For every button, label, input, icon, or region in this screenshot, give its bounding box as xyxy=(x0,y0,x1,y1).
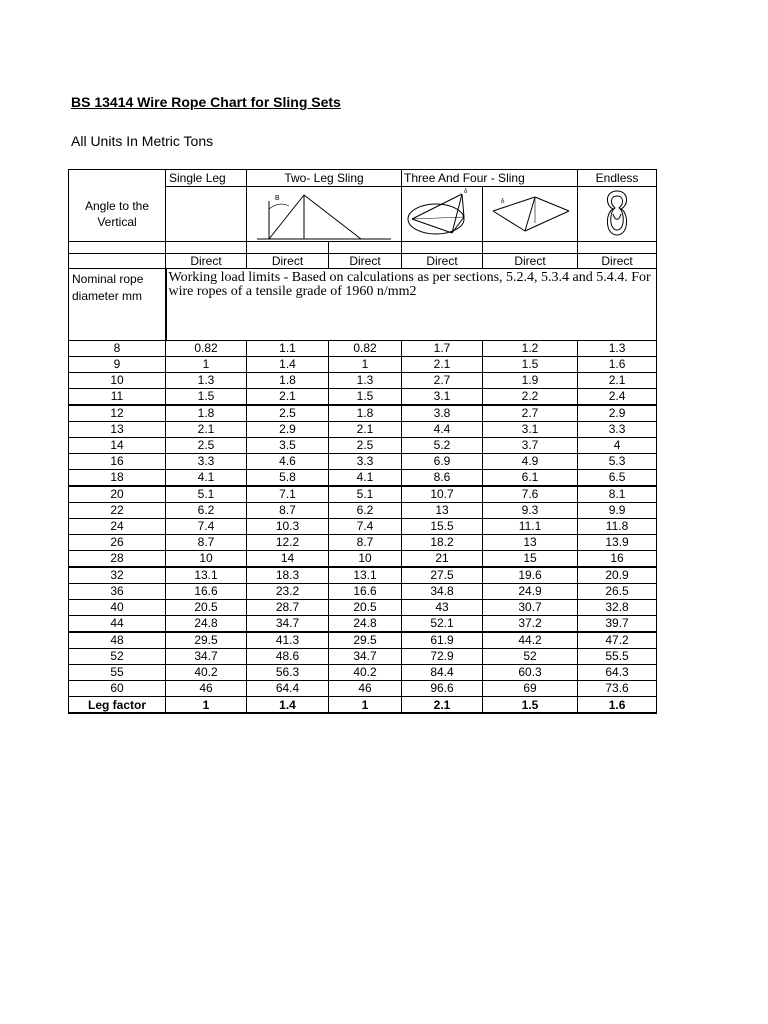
wll-value-cell: 69 xyxy=(483,681,578,697)
wll-value-cell: 10.7 xyxy=(402,486,483,503)
rope-diameter-cell: 20 xyxy=(69,486,166,503)
wll-value-cell: 6.1 xyxy=(483,470,578,487)
angle-label: Angle to the Vertical xyxy=(69,187,166,242)
wll-value-cell: 24.8 xyxy=(329,616,402,633)
wll-value-cell: 20.9 xyxy=(578,567,657,584)
wll-value-cell: 19.6 xyxy=(483,567,578,584)
table-row xyxy=(69,665,657,681)
header-two-leg: Two- Leg Sling xyxy=(247,170,402,187)
direct-label: Direct xyxy=(329,254,402,269)
wll-value-cell: 2.1 xyxy=(247,389,329,406)
wll-value-cell: 8.7 xyxy=(166,535,247,551)
wll-value-cell: 16.6 xyxy=(166,584,247,600)
wll-value-cell: 2.2 xyxy=(483,389,578,406)
three-leg-diagram-cell xyxy=(402,187,483,242)
wll-value-cell: 12.2 xyxy=(247,535,329,551)
table-row xyxy=(69,470,657,487)
table-row xyxy=(69,389,657,406)
wll-value-cell: 24.9 xyxy=(483,584,578,600)
table-row xyxy=(69,616,657,633)
wll-value-cell: 18.3 xyxy=(247,567,329,584)
wll-value-cell: 34.7 xyxy=(166,649,247,665)
wll-value-cell: 3.5 xyxy=(247,438,329,454)
direct-label: Direct xyxy=(166,254,247,269)
leg-factor-value: 1.5 xyxy=(483,697,578,714)
direct-blank-cell xyxy=(69,254,166,269)
wll-value-cell: 15.5 xyxy=(402,519,483,535)
wll-value-cell: 13 xyxy=(402,503,483,519)
header-spacer xyxy=(69,242,657,254)
wll-value-cell: 16 xyxy=(578,551,657,568)
wll-value-cell: 4.1 xyxy=(166,470,247,487)
wll-value-cell: 3.1 xyxy=(483,422,578,438)
single-leg-diagram-cell xyxy=(166,187,247,242)
wll-value-cell: 64.3 xyxy=(578,665,657,681)
direct-label: Direct xyxy=(578,254,657,269)
wll-value-cell: 15 xyxy=(483,551,578,568)
wll-value-cell: 1.3 xyxy=(329,373,402,389)
rope-diameter-cell: 11 xyxy=(69,389,166,406)
table-row xyxy=(69,551,657,568)
rope-diameter-cell: 13 xyxy=(69,422,166,438)
header-wll-row xyxy=(69,269,657,341)
wll-value-cell: 6.2 xyxy=(166,503,247,519)
nominal-diameter-label: Nominal rope diameter mm xyxy=(69,269,166,341)
wll-value-cell: 3.3 xyxy=(578,422,657,438)
leg-factor-value: 1 xyxy=(329,697,402,714)
wll-value-cell: 1.5 xyxy=(329,389,402,406)
wll-value-cell: 1.2 xyxy=(483,341,578,357)
wll-value-cell: 6.9 xyxy=(402,454,483,470)
leg-factor-value: 1.6 xyxy=(578,697,657,714)
wll-value-cell: 7.6 xyxy=(483,486,578,503)
direct-label: Direct xyxy=(483,254,578,269)
wll-value-cell: 21 xyxy=(402,551,483,568)
wll-value-cell: 4.4 xyxy=(402,422,483,438)
wll-value-cell: 6.5 xyxy=(578,470,657,487)
table-row xyxy=(69,600,657,616)
wll-value-cell: 46 xyxy=(329,681,402,697)
wll-value-cell: 20.5 xyxy=(329,600,402,616)
wll-value-cell: 8.7 xyxy=(247,503,329,519)
wll-value-cell: 5.8 xyxy=(247,470,329,487)
table-row xyxy=(69,438,657,454)
wll-value-cell: 48.6 xyxy=(247,649,329,665)
rope-diameter-cell: 40 xyxy=(69,600,166,616)
wll-value-cell: 1.3 xyxy=(578,341,657,357)
wll-value-cell: 84.4 xyxy=(402,665,483,681)
wll-value-cell: 4.9 xyxy=(483,454,578,470)
endless-sling-icon xyxy=(597,187,637,241)
rope-diameter-cell: 44 xyxy=(69,616,166,633)
wll-value-cell: 10.3 xyxy=(247,519,329,535)
wll-value-cell: 29.5 xyxy=(166,632,247,649)
leg-factor-value: 1.4 xyxy=(247,697,329,714)
wll-value-cell: 2.1 xyxy=(166,422,247,438)
wll-value-cell: 8.6 xyxy=(402,470,483,487)
rope-diameter-cell: 55 xyxy=(69,665,166,681)
wll-value-cell: 1.8 xyxy=(166,405,247,422)
wll-value-cell: 37.2 xyxy=(483,616,578,633)
four-leg-angle-label: δ xyxy=(501,199,505,205)
wll-value-cell: 26.5 xyxy=(578,584,657,600)
wll-value-cell: 8.7 xyxy=(329,535,402,551)
wll-value-cell: 4 xyxy=(578,438,657,454)
wll-value-cell: 47.2 xyxy=(578,632,657,649)
wll-value-cell: 43 xyxy=(402,600,483,616)
page-title: BS 13414 Wire Rope Chart for Sling Sets xyxy=(71,94,341,110)
wll-value-cell: 3.1 xyxy=(402,389,483,406)
wll-value-cell: 30.7 xyxy=(483,600,578,616)
rope-diameter-cell: 26 xyxy=(69,535,166,551)
rope-diameter-cell: 12 xyxy=(69,405,166,422)
table-row xyxy=(69,357,657,373)
wll-value-cell: 5.3 xyxy=(578,454,657,470)
four-leg-sling-icon xyxy=(485,187,575,241)
wll-value-cell: 39.7 xyxy=(578,616,657,633)
header-diagrams xyxy=(69,187,657,242)
three-leg-sling-icon xyxy=(402,187,482,241)
wll-value-cell: 1 xyxy=(329,357,402,373)
wire-rope-chart-table xyxy=(68,169,657,714)
leg-factor-row xyxy=(69,697,657,714)
wll-value-cell: 2.1 xyxy=(578,373,657,389)
wll-value-cell: 28.7 xyxy=(247,600,329,616)
wll-value-cell: 40.2 xyxy=(166,665,247,681)
table-row xyxy=(69,503,657,519)
two-leg-diagram-cell xyxy=(247,187,402,242)
wll-value-cell: 52 xyxy=(483,649,578,665)
table-row xyxy=(69,519,657,535)
wll-value-cell: 32.8 xyxy=(578,600,657,616)
wll-value-cell: 4.6 xyxy=(247,454,329,470)
wll-value-cell: 23.2 xyxy=(247,584,329,600)
wll-value-cell: 64.4 xyxy=(247,681,329,697)
wll-value-cell: 34.7 xyxy=(247,616,329,633)
table-row xyxy=(69,422,657,438)
wll-value-cell: 2.1 xyxy=(402,357,483,373)
wll-value-cell: 56.3 xyxy=(247,665,329,681)
wll-value-cell: 13.9 xyxy=(578,535,657,551)
wll-value-cell: 2.9 xyxy=(247,422,329,438)
wll-value-cell: 1.9 xyxy=(483,373,578,389)
wll-value-cell: 61.9 xyxy=(402,632,483,649)
wll-value-cell: 24.8 xyxy=(166,616,247,633)
wll-value-cell: 13.1 xyxy=(329,567,402,584)
wll-value-cell: 41.3 xyxy=(247,632,329,649)
rope-diameter-cell: 16 xyxy=(69,454,166,470)
wll-value-cell: 2.1 xyxy=(329,422,402,438)
rope-diameter-cell: 36 xyxy=(69,584,166,600)
wll-value-cell: 44.2 xyxy=(483,632,578,649)
wll-description: Working load limits - Based on calculations as per sections, 5.2.4, 5.3.4 and 5.4.4. For wire ropes of a tensile grade of 1960 n/mm2 xyxy=(166,269,657,341)
leg-factor-value: 1 xyxy=(166,697,247,714)
wll-value-cell: 34.7 xyxy=(329,649,402,665)
wll-value-cell: 1.5 xyxy=(166,389,247,406)
wll-value-cell: 7.1 xyxy=(247,486,329,503)
table-row xyxy=(69,584,657,600)
header-direct-row xyxy=(69,254,657,269)
wll-value-cell: 4.1 xyxy=(329,470,402,487)
wll-value-cell: 2.7 xyxy=(402,373,483,389)
wll-value-cell: 13 xyxy=(483,535,578,551)
wll-value-cell: 7.4 xyxy=(329,519,402,535)
wll-value-cell: 1.8 xyxy=(247,373,329,389)
wll-value-cell: 1.4 xyxy=(247,357,329,373)
direct-label: Direct xyxy=(247,254,329,269)
wll-value-cell: 5.1 xyxy=(329,486,402,503)
wll-value-cell: 18.2 xyxy=(402,535,483,551)
wll-value-cell: 13.1 xyxy=(166,567,247,584)
rope-diameter-cell: 14 xyxy=(69,438,166,454)
wll-value-cell: 1.6 xyxy=(578,357,657,373)
wll-value-cell: 5.1 xyxy=(166,486,247,503)
wll-value-cell: 11.1 xyxy=(483,519,578,535)
rope-diameter-cell: 60 xyxy=(69,681,166,697)
wll-value-cell: 2.5 xyxy=(329,438,402,454)
wll-value-cell: 11.8 xyxy=(578,519,657,535)
two-leg-angle-label: B xyxy=(275,195,280,202)
wll-value-cell: 34.8 xyxy=(402,584,483,600)
rope-diameter-cell: 52 xyxy=(69,649,166,665)
wll-value-cell: 1.1 xyxy=(247,341,329,357)
wll-value-cell: 29.5 xyxy=(329,632,402,649)
wll-value-cell: 9.3 xyxy=(483,503,578,519)
wll-value-cell: 20.5 xyxy=(166,600,247,616)
table-row xyxy=(69,454,657,470)
wll-value-cell: 3.7 xyxy=(483,438,578,454)
wll-value-cell: 73.6 xyxy=(578,681,657,697)
table-row xyxy=(69,486,657,503)
wll-value-cell: 1.7 xyxy=(402,341,483,357)
wll-value-cell: 40.2 xyxy=(329,665,402,681)
rope-diameter-cell: 22 xyxy=(69,503,166,519)
wll-value-cell: 2.5 xyxy=(166,438,247,454)
table-row xyxy=(69,373,657,389)
table-row xyxy=(69,649,657,665)
table-row xyxy=(69,681,657,697)
wll-value-cell: 2.9 xyxy=(578,405,657,422)
wll-value-cell: 9.9 xyxy=(578,503,657,519)
wll-value-cell: 3.3 xyxy=(166,454,247,470)
wll-value-cell: 72.9 xyxy=(402,649,483,665)
two-leg-sling-icon xyxy=(249,187,399,241)
table-row xyxy=(69,632,657,649)
rope-diameter-cell: 24 xyxy=(69,519,166,535)
wll-value-cell: 3.8 xyxy=(402,405,483,422)
wll-value-cell: 7.4 xyxy=(166,519,247,535)
rope-diameter-cell: 18 xyxy=(69,470,166,487)
wll-value-cell: 10 xyxy=(166,551,247,568)
rope-diameter-cell: 32 xyxy=(69,567,166,584)
three-leg-angle-label: δ xyxy=(464,189,468,195)
table-row xyxy=(69,535,657,551)
rope-diameter-cell: 8 xyxy=(69,341,166,357)
leg-factor-label: Leg factor xyxy=(69,697,166,714)
header-endless: Endless xyxy=(578,170,657,187)
wll-value-cell: 46 xyxy=(166,681,247,697)
table-row xyxy=(69,341,657,357)
direct-label: Direct xyxy=(402,254,483,269)
leg-factor-value: 2.1 xyxy=(402,697,483,714)
wll-value-cell: 2.4 xyxy=(578,389,657,406)
wll-value-cell: 52.1 xyxy=(402,616,483,633)
endless-diagram-cell xyxy=(578,187,657,242)
wll-value-cell: 1.5 xyxy=(483,357,578,373)
rope-diameter-cell: 48 xyxy=(69,632,166,649)
wll-value-cell: 8.1 xyxy=(578,486,657,503)
header-sling-types xyxy=(69,170,657,187)
wll-value-cell: 2.7 xyxy=(483,405,578,422)
wll-value-cell: 1.8 xyxy=(329,405,402,422)
rope-diameter-cell: 10 xyxy=(69,373,166,389)
wll-value-cell: 6.2 xyxy=(329,503,402,519)
wll-value-cell: 27.5 xyxy=(402,567,483,584)
wll-value-cell: 16.6 xyxy=(329,584,402,600)
wll-value-cell: 55.5 xyxy=(578,649,657,665)
header-single-leg: Single Leg xyxy=(166,170,247,187)
units-note: All Units In Metric Tons xyxy=(71,133,214,149)
wll-value-cell: 0.82 xyxy=(166,341,247,357)
wll-value-cell: 1.3 xyxy=(166,373,247,389)
header-three-four: Three And Four - Sling xyxy=(402,170,578,187)
four-leg-diagram-cell xyxy=(483,187,578,242)
wll-value-cell: 3.3 xyxy=(329,454,402,470)
wll-value-cell: 5.2 xyxy=(402,438,483,454)
wll-value-cell: 10 xyxy=(329,551,402,568)
rope-diameter-cell: 9 xyxy=(69,357,166,373)
rope-diameter-cell: 28 xyxy=(69,551,166,568)
table-row xyxy=(69,567,657,584)
wll-value-cell: 1 xyxy=(166,357,247,373)
header-blank-cell xyxy=(69,170,166,187)
table-row xyxy=(69,405,657,422)
wll-value-cell: 96.6 xyxy=(402,681,483,697)
wll-value-cell: 2.5 xyxy=(247,405,329,422)
wll-value-cell: 14 xyxy=(247,551,329,568)
wll-value-cell: 0.82 xyxy=(329,341,402,357)
wll-value-cell: 60.3 xyxy=(483,665,578,681)
